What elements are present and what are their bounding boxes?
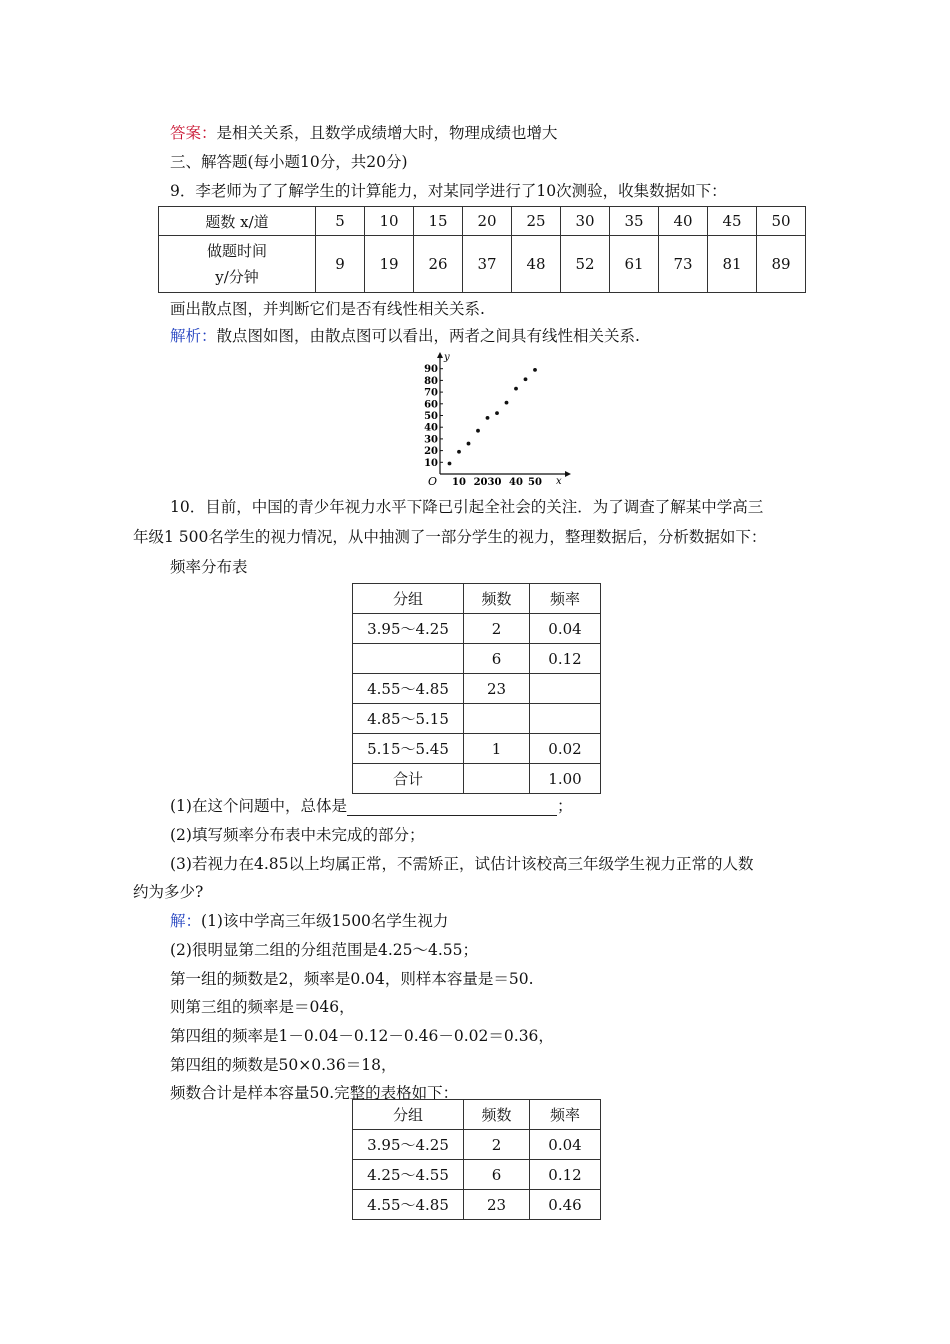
table-row [353, 1190, 601, 1220]
table-cell: 0.12 [530, 644, 601, 674]
solution-text: (1)该中学高三年级1500名学生视力 [201, 912, 449, 930]
table-cell: 23 [464, 1190, 530, 1220]
q9-x-cell: 10 [365, 207, 414, 236]
sub1-suffix: ； [556, 797, 573, 815]
q9-x-cell: 35 [610, 207, 659, 236]
scatter-point [457, 450, 461, 454]
table-cell [464, 704, 530, 734]
x-ticks [452, 477, 542, 488]
table-row [353, 674, 601, 704]
sub1-prefix: (1)在这个问题中，总体是 [170, 797, 347, 815]
q9-y-cell: 19 [365, 236, 414, 293]
table-cell [530, 674, 601, 704]
solution-line7: 频数合计是样本容量50.完整的表格如下： [170, 1084, 459, 1102]
table-row [353, 764, 601, 794]
y-tick-label: 20 [424, 446, 438, 458]
scatter-plot [415, 350, 575, 490]
y-tick-label: 80 [424, 375, 438, 387]
y-axis-label: y [444, 352, 450, 363]
header-cell: 频数 [464, 584, 530, 614]
scatter-point [467, 442, 471, 446]
scatter-point [486, 416, 490, 420]
answer-line [170, 123, 558, 143]
q10-table-title: 频率分布表 [170, 558, 248, 576]
answer-text: 是相关关系，且数学成绩增大时，物理成绩也增大 [216, 124, 558, 142]
x-tick-label: 2030 [473, 477, 502, 488]
solution-line5: 第四组的频率是1－0.04－0.12－0.46－0.02＝0.36， [170, 1027, 554, 1045]
q9-x-cell: 25 [512, 207, 561, 236]
q10-sub2: (2)填写频率分布表中未完成的部分； [170, 826, 425, 844]
q9-y-cell: 37 [463, 236, 512, 293]
table-row [353, 734, 601, 764]
table-row [353, 1100, 601, 1130]
table-cell [353, 644, 464, 674]
table-row [353, 1130, 601, 1160]
q9-x-header: 题数 x/道 [159, 207, 316, 236]
table-row [353, 704, 601, 734]
q9-y-cell: 81 [708, 236, 757, 293]
x-tick-label: 40 [509, 477, 523, 488]
q9-y-cell: 48 [512, 236, 561, 293]
q9-x-cell: 20 [463, 207, 512, 236]
y-tick-label: 70 [424, 387, 438, 399]
scatter-point [533, 368, 537, 372]
data-points [448, 368, 537, 465]
table-cell: 4.85～5.15 [353, 704, 464, 734]
q10-sub1 [170, 796, 572, 816]
q9-x-cell: 50 [757, 207, 806, 236]
q9-y-header-line1: 做题时间 [206, 242, 267, 260]
q9-y-cell: 26 [414, 236, 463, 293]
x-axis-arrow [565, 471, 571, 477]
table-cell: 2 [464, 1130, 530, 1160]
solution-line6: 第四组的频数是50×0.36＝18， [170, 1056, 397, 1074]
q9-prompt: 9．李老师为了了解学生的计算能力，对某同学进行了10次测验，收集数据如下： [170, 182, 727, 200]
solution-line1 [170, 911, 448, 931]
table-cell: 3.95～4.25 [353, 614, 464, 644]
y-axis-arrow [437, 352, 443, 358]
q9-y-cell: 73 [659, 236, 708, 293]
table-row [353, 644, 601, 674]
table-cell: 3.95～4.25 [353, 1130, 464, 1160]
q9-y-cell: 9 [316, 236, 365, 293]
table-row [159, 236, 806, 293]
q9-x-cell: 45 [708, 207, 757, 236]
table-cell: 2 [464, 614, 530, 644]
header-cell: 分组 [353, 1100, 464, 1130]
q10-sub3-line2: 约为多少? [133, 883, 204, 901]
answer-label: 答案： [170, 124, 217, 142]
y-tick-label: 30 [424, 434, 438, 446]
scatter-point [505, 401, 509, 405]
scatter-point [448, 462, 452, 466]
scatter-point [476, 429, 480, 433]
header-cell: 频率 [530, 584, 601, 614]
q10-intro-line1: 10．目前，中国的青少年视力水平下降已引起全社会的关注．为了调查了解某中学高三 [170, 498, 764, 516]
solution-line2: (2)很明显第二组的分组范围是4.25～4.55； [170, 941, 478, 959]
q9-ask: 画出散点图，并判断它们是否有线性相关关系. [170, 300, 485, 318]
frequency-table [352, 583, 601, 794]
table-row [159, 207, 806, 236]
q9-x-cell: 40 [659, 207, 708, 236]
q9-y-cell: 89 [757, 236, 806, 293]
table-cell: 23 [464, 674, 530, 704]
table-cell: 0.04 [530, 1130, 601, 1160]
table-row [353, 614, 601, 644]
x-tick-label: 50 [528, 477, 542, 488]
complete-frequency-table [352, 1099, 601, 1220]
q9-x-cell: 5 [316, 207, 365, 236]
table-row [353, 1160, 601, 1190]
section-heading: 三、解答题(每小题10分，共20分) [170, 153, 408, 171]
q9-table [158, 206, 806, 293]
table-cell [464, 764, 530, 794]
table-cell: 0.46 [530, 1190, 601, 1220]
y-tick-label: 50 [424, 411, 438, 422]
q9-y-cell: 61 [610, 236, 659, 293]
scatter-point [495, 411, 499, 415]
table-cell: 1 [464, 734, 530, 764]
q9-x-cell: 30 [561, 207, 610, 236]
table-cell: 4.55～4.85 [353, 674, 464, 704]
solution-label: 解： [170, 912, 202, 930]
analysis-text: 散点图如图，由散点图可以看出，两者之间具有线性相关关系. [216, 327, 640, 345]
answer-blank [347, 799, 557, 816]
solution-line3: 第一组的频数是2，频率是0.04，则样本容量是＝50. [170, 970, 534, 988]
table-cell: 5.15～5.45 [353, 734, 464, 764]
q10-intro-line2: 年级1 500名学生的视力情况，从中抽测了一部分学生的视力，整理数据后，分析数据如下： [133, 528, 767, 546]
table-row [353, 584, 601, 614]
y-tick-label: 10 [424, 457, 438, 469]
y-tick-label: 40 [424, 422, 438, 434]
origin-label: O [428, 475, 438, 488]
q9-y-cell: 52 [561, 236, 610, 293]
table-cell: 6 [464, 644, 530, 674]
analysis-label: 解析： [170, 327, 217, 345]
table-cell: 合计 [353, 764, 464, 794]
y-tick-label: 60 [424, 399, 438, 411]
table-cell: 4.25～4.55 [353, 1160, 464, 1190]
q9-y-header-line2: y/分钟 [215, 268, 259, 286]
scatter-point [514, 387, 518, 391]
scatter-point [524, 377, 528, 381]
table-cell: 6 [464, 1160, 530, 1190]
x-tick-label: 10 [452, 477, 466, 488]
q9-analysis [170, 326, 640, 346]
header-cell: 频数 [464, 1100, 530, 1130]
table-cell [530, 704, 601, 734]
table-cell: 0.04 [530, 614, 601, 644]
q9-x-cell: 15 [414, 207, 463, 236]
header-cell: 频率 [530, 1100, 601, 1130]
table-cell: 0.12 [530, 1160, 601, 1190]
table-cell: 0.02 [530, 734, 601, 764]
q9-y-header [159, 236, 316, 293]
table-cell: 4.55～4.85 [353, 1190, 464, 1220]
y-tick-label: 90 [424, 364, 438, 376]
q10-sub3-line1: (3)若视力在4.85以上均属正常，不需矫正，试估计该校高三年级学生视力正常的人数 [170, 855, 754, 873]
table-cell: 1.00 [530, 764, 601, 794]
x-axis-label: x [556, 476, 562, 487]
header-cell: 分组 [353, 584, 464, 614]
solution-line4: 则第三组的频率是＝046， [170, 998, 355, 1016]
